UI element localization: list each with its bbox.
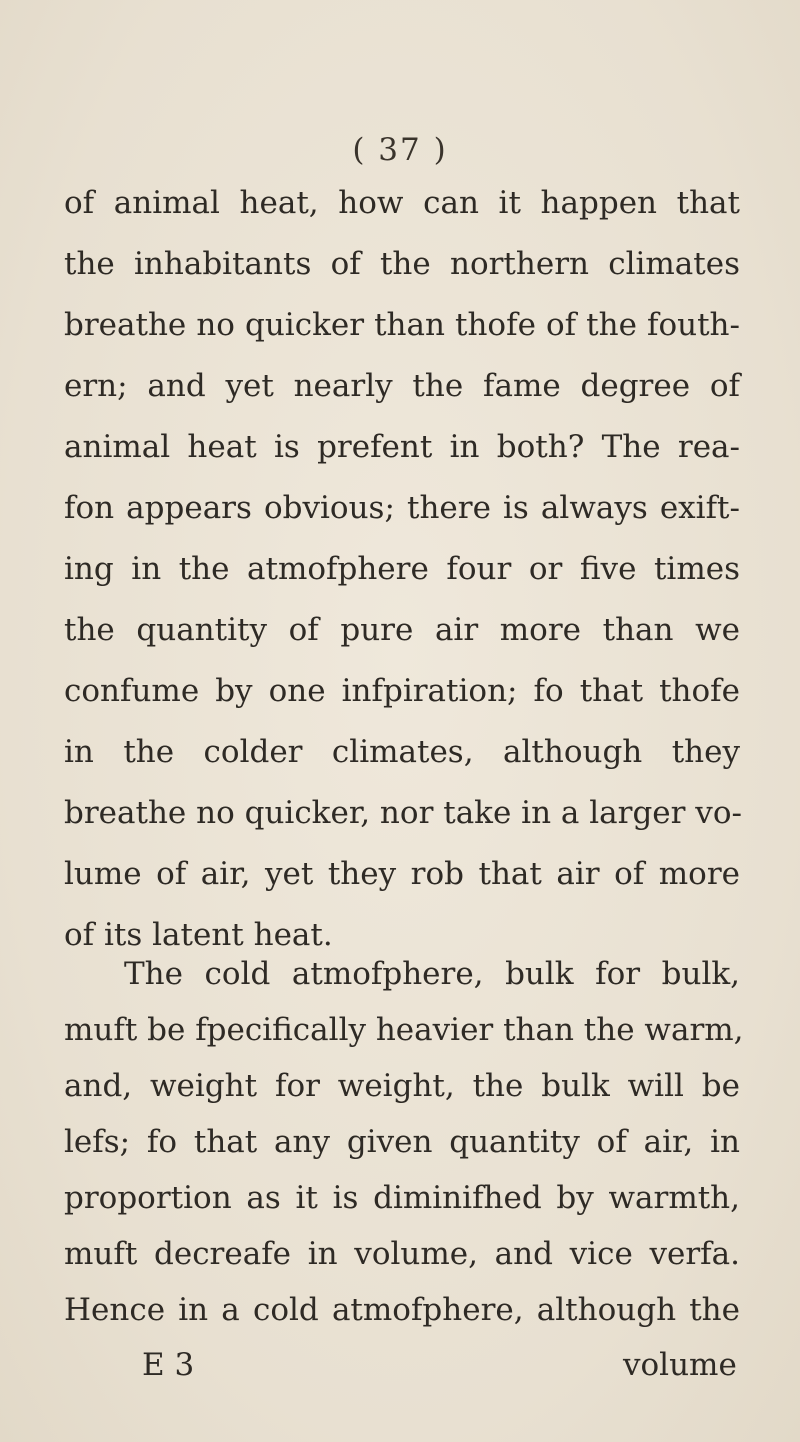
text-line: the quantity of pure air more than we [64, 612, 740, 648]
text-line: of animal heat, how can it happen that [64, 185, 740, 221]
text-line: animal heat is prefent in both? The rea- [64, 429, 740, 465]
text-line: ern; and yet nearly the fame degree of [64, 368, 740, 404]
text-line: ing in the atmofphere four or five times [64, 551, 740, 587]
text-line: the inhabitants of the northern climates [64, 246, 740, 282]
text-line: lume of air, yet they rob that air of more [64, 856, 740, 892]
text-line: lefs; fo that any given quantity of air, in [64, 1124, 740, 1160]
catchword: volume [623, 1347, 737, 1383]
text-line: breathe no quicker than thofe of the fouth- [64, 307, 740, 343]
text-line: The cold atmofphere, bulk for bulk, [124, 956, 740, 992]
page-number: ( 37 ) [352, 132, 448, 168]
text-line: in the colder climates, although they [64, 734, 740, 770]
text-line: fon appears obvious; there is always exift- [64, 490, 740, 526]
text-line: muft be fpecifically heavier than the warm, [64, 1012, 744, 1048]
text-line: of its latent heat. [64, 917, 333, 953]
text-line: muft decreafe in volume, and vice verfa. [64, 1236, 740, 1272]
text-line: proportion as it is diminifhed by warmth, [64, 1180, 740, 1216]
text-line: Hence in a cold atmofphere, although the [64, 1292, 740, 1328]
signature-mark: E 3 [142, 1347, 195, 1383]
text-line: confume by one infpiration; fo that thofe [64, 673, 740, 709]
text-line: breathe no quicker, nor take in a larger vo- [64, 795, 742, 831]
text-line: and, weight for weight, the bulk will be [64, 1068, 740, 1104]
